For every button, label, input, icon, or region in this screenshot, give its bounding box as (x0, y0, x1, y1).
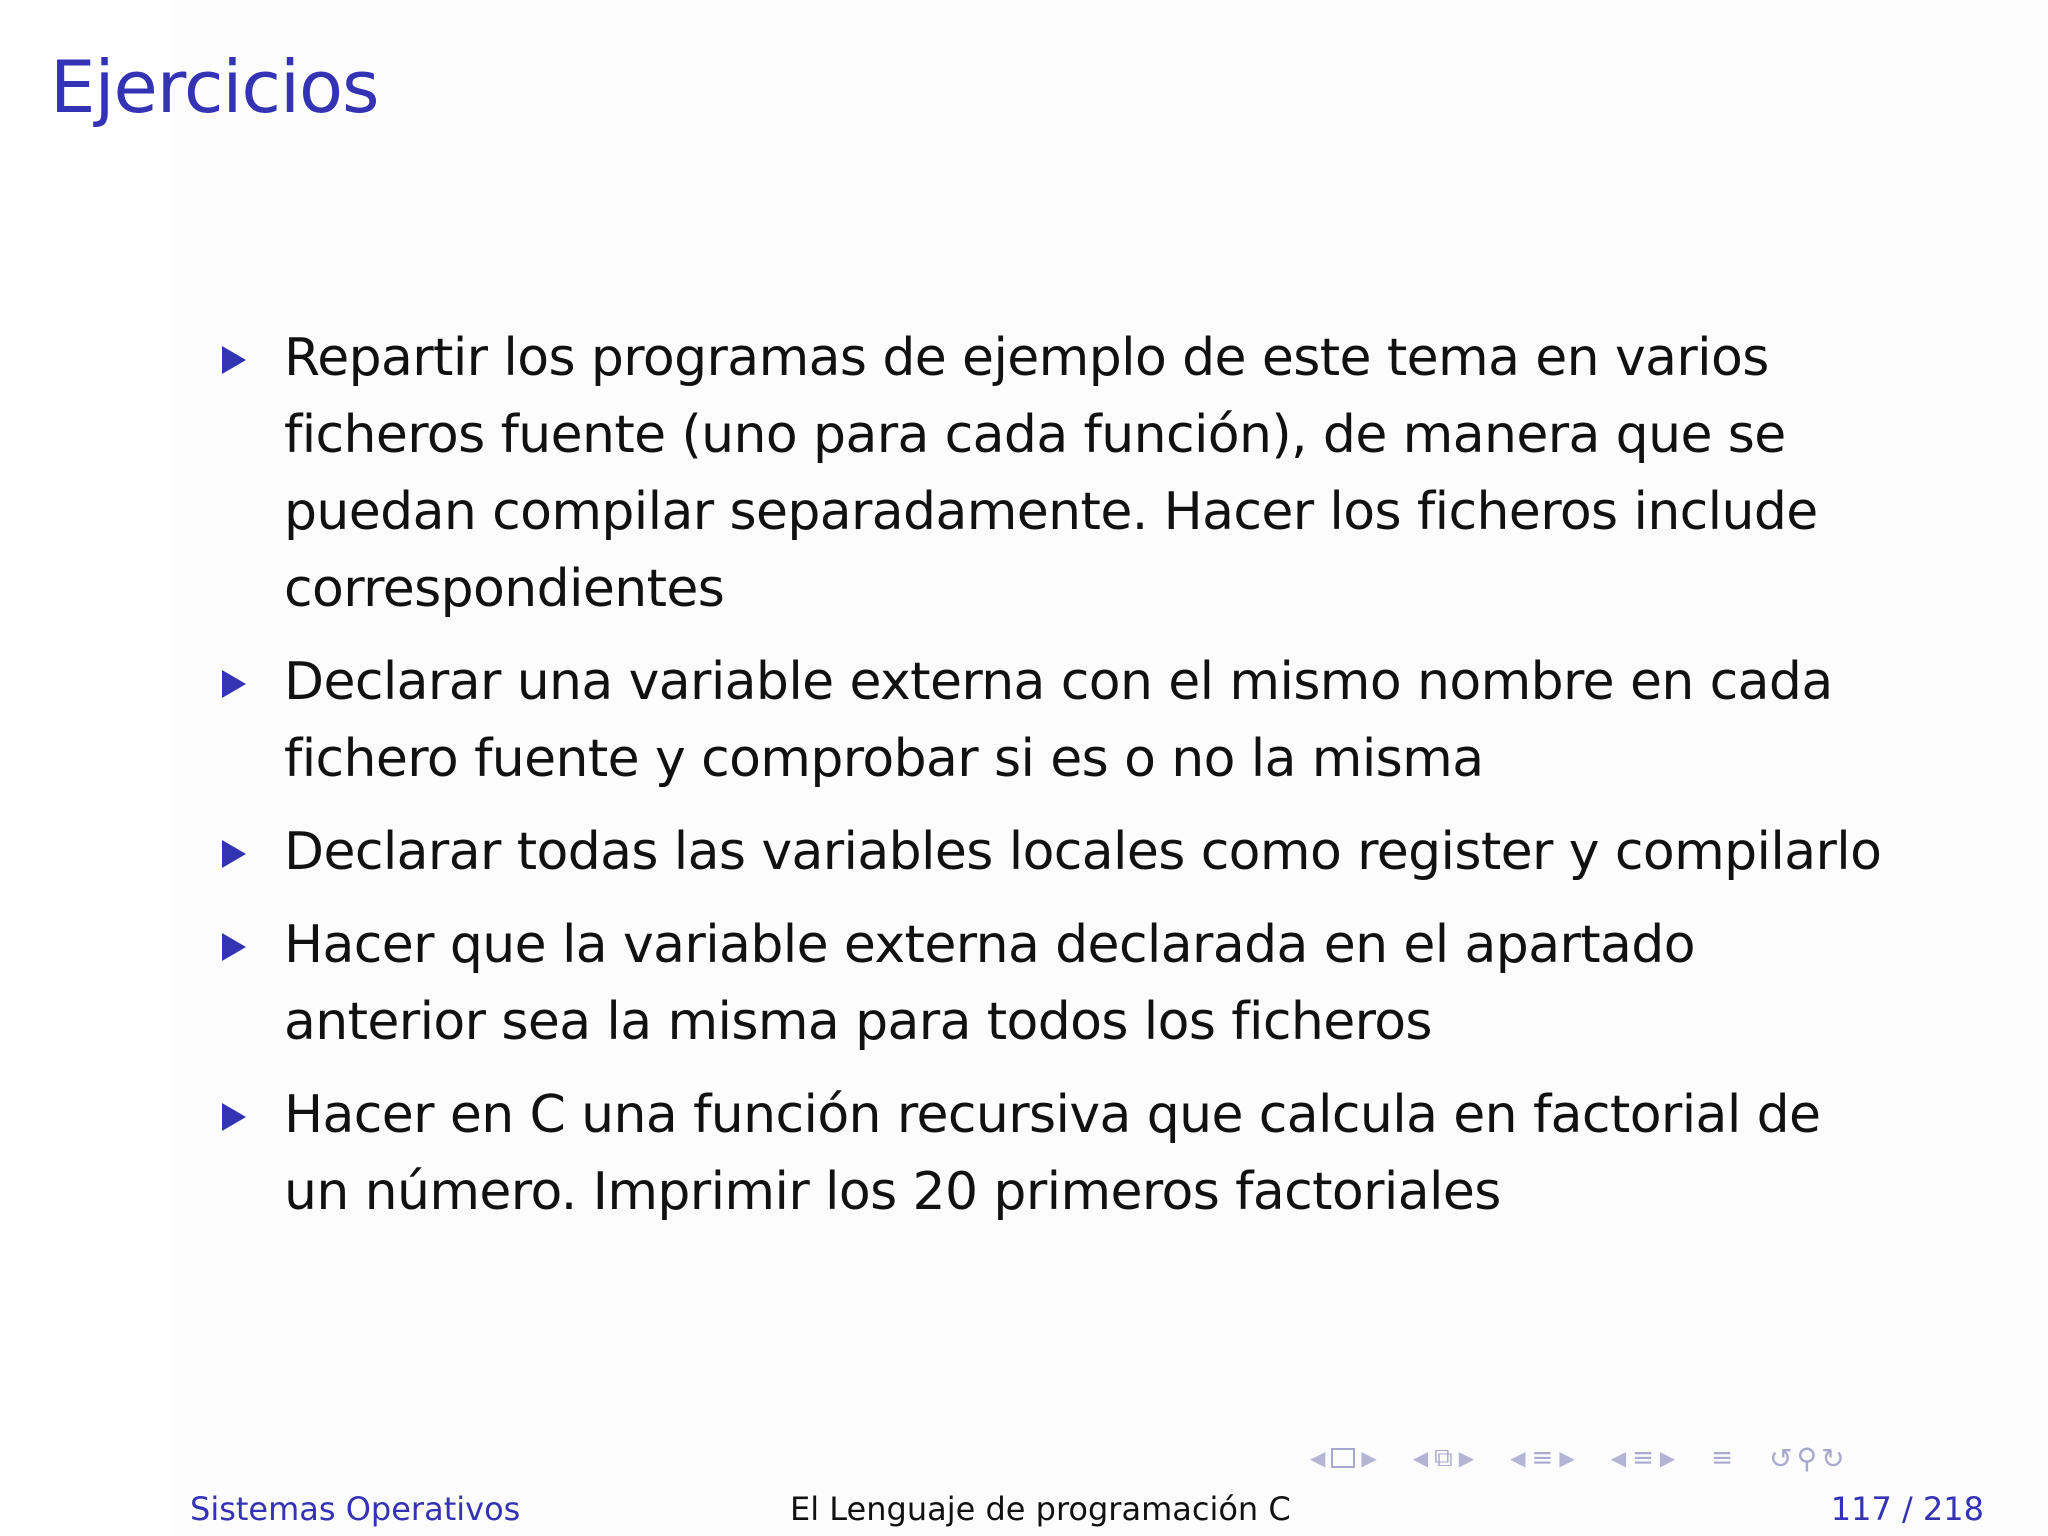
triangle-bullet-icon (222, 346, 246, 374)
nav-outline-group (1611, 1443, 1676, 1473)
list-item-text: Repartir los programas de ejemplo de este tema en varios ficheros fuente (uno para cada función), de manera que se puedan compilar separadamente. Hacer los ficheros include correspondientes (284, 328, 1818, 619)
slide-content (220, 320, 1900, 1247)
prev-arrow-icon[interactable]: ◀ (1310, 1446, 1326, 1470)
align-icon[interactable]: ≡ (1711, 1443, 1734, 1473)
list-item-text: Hacer que la variable externa declarada en el apartado anterior sea la misma para todos los ficheros (284, 915, 1695, 1052)
list-item-text: Declarar todas las variables locales como register y compilarlo (284, 822, 1882, 882)
back-icon[interactable]: ↺ (1769, 1441, 1793, 1475)
next-arrow-icon[interactable]: ▶ (1361, 1446, 1377, 1470)
list-item (220, 1077, 1900, 1231)
prev-arrow-icon[interactable]: ◀ (1610, 1446, 1627, 1470)
nav-subsection-group (1413, 1443, 1474, 1474)
triangle-bullet-icon (222, 1103, 246, 1131)
list-item-text: Declarar una variable externa con el mismo nombre en cada fichero fuente y comprobar si es o no la misma (284, 652, 1833, 789)
outline-icon[interactable]: ≡ (1632, 1443, 1654, 1473)
next-arrow-icon[interactable]: ▶ (1559, 1446, 1575, 1470)
nav-search-group (1769, 1442, 1844, 1475)
frame-icon[interactable] (1331, 1448, 1355, 1468)
triangle-bullet-icon (222, 840, 246, 868)
list-item (220, 814, 1900, 891)
footer-topic: El Lenguaje de programación C (790, 1490, 1291, 1528)
list-item (220, 907, 1900, 1061)
section-icon[interactable]: ≡ (1531, 1443, 1554, 1473)
page-number: 117 / 218 (1830, 1490, 1984, 1528)
slide-title: Ejercicios (50, 45, 379, 129)
subsection-icon[interactable]: ⧉ (1434, 1442, 1453, 1473)
list-item (220, 644, 1900, 798)
footer-course: Sistemas Operativos (190, 1490, 521, 1528)
next-arrow-icon[interactable]: ▶ (1458, 1446, 1475, 1470)
forward-icon[interactable]: ↻ (1821, 1441, 1845, 1475)
footer (0, 1490, 2048, 1530)
next-arrow-icon[interactable]: ▶ (1659, 1446, 1676, 1470)
prev-arrow-icon[interactable]: ◀ (1412, 1446, 1429, 1470)
beamer-navigation (1310, 1440, 1845, 1476)
list-item (220, 320, 1900, 628)
triangle-bullet-icon (222, 670, 246, 698)
list-item-text: Hacer en C una función recursiva que calcula en factorial de un número. Imprimir los 20 primeros factoriales (284, 1085, 1821, 1222)
nav-frame-group (1310, 1446, 1377, 1470)
search-icon[interactable]: ⚲ (1796, 1441, 1818, 1475)
nav-section-group (1510, 1443, 1575, 1473)
triangle-bullet-icon (222, 933, 246, 961)
prev-arrow-icon[interactable]: ◀ (1510, 1446, 1526, 1470)
bullet-list (220, 320, 1900, 1231)
